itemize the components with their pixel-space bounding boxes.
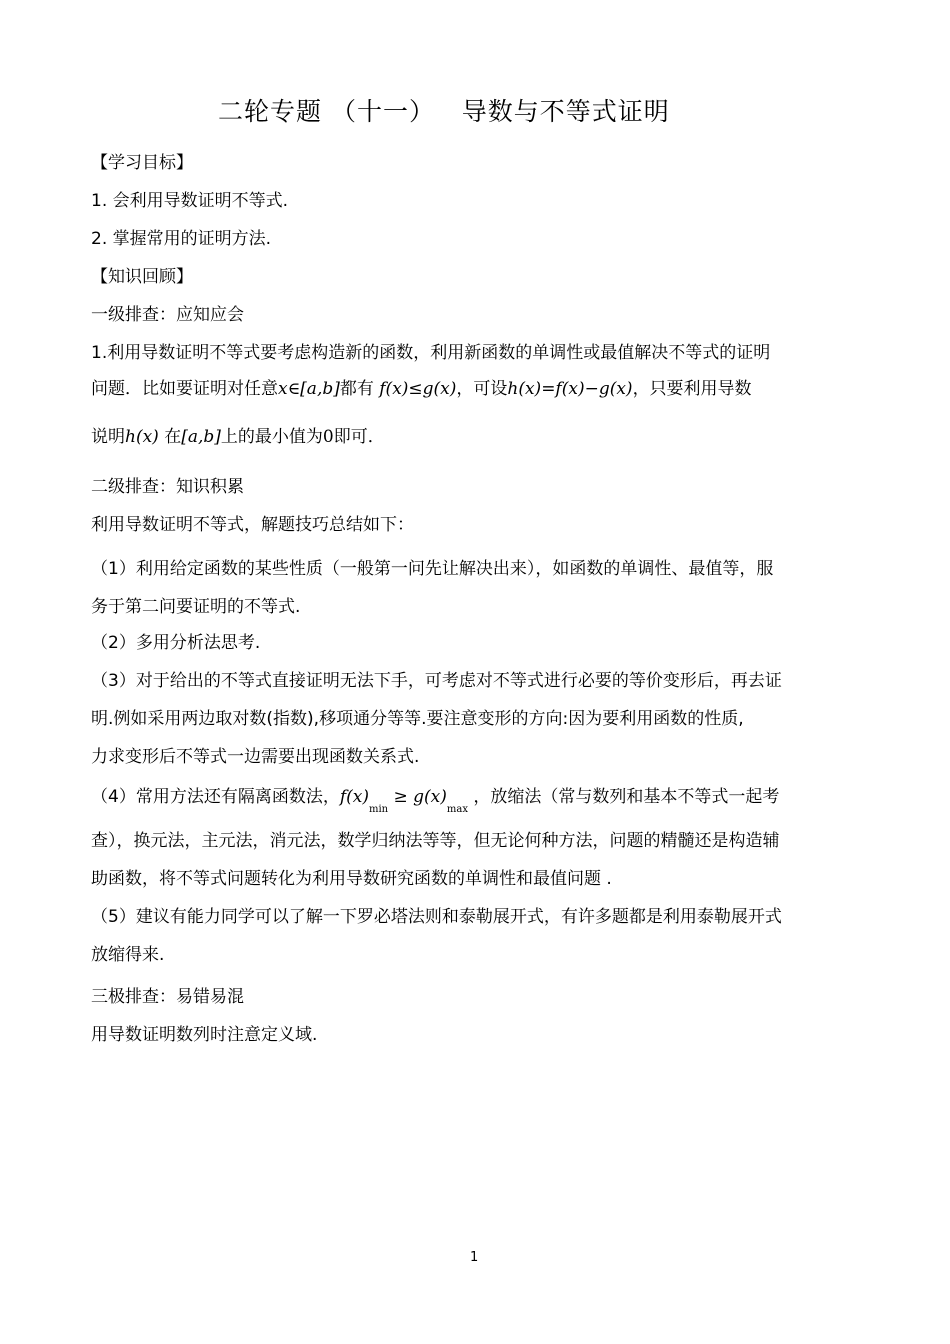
tip-5-line-1: （5）建议有能力同学可以了解一下罗必塔法则和泰勒展开式，有许多题都是利用泰勒展开式 [91,907,782,927]
section-heading-review: 【知识回顾】 [91,267,193,287]
math-f-le-g: f(x)≤g(x) [379,379,457,399]
text-span: 即可． [333,427,385,447]
tip-1-line-2: 务于第二问要证明的不等式. [91,597,301,617]
text-span: ，只要利用导数 [632,379,752,399]
tip-4-line-3: 助函数，将不等式问题转化为利用导数研究函数的单调性和最值问题 . [91,869,612,889]
math-x-in-interval: x∈[a,b] [278,379,340,399]
tip-1-line-1: （1）利用给定函数的某些性质（一般第一问先让解决出来），如函数的单调性、最值等，服 [91,559,774,579]
text-span: 说明 [91,427,125,447]
math-zero: 0 [322,427,334,447]
section-heading-goals: 【学习目标】 [91,153,193,173]
level3-text: 用导数证明数列时注意定义域. [91,1025,318,1045]
tip-3-line-1: （3）对于给出的不等式直接证明无法下手，可考虑对不等式进行必要的等价变形后，再去证 [91,671,782,691]
text-span: 问题．比如要证明对任意 [91,379,278,399]
text-span: （4）常用方法还有隔离函数法， [91,787,340,807]
level3-heading: 三极排查：易错易混 [91,987,244,1007]
tip-3-line-2: 明.例如采用两边取对数(指数),移项通分等等.要注意变形的方向:因为要利用函数的性质, [91,709,744,729]
subscript-max: max [446,804,468,815]
math-f-min: f(x) [339,787,369,807]
page-title: 二轮专题 （十一） 导数与不等式证明 [218,97,670,126]
text-span: 都有 [339,379,374,399]
text-span: 上的最小值为 [220,427,323,447]
math-h-definition: h(x)=f(x)−g(x) [507,379,633,399]
text-span: ，放缩法（常与数列和基本不等式一起考 [473,787,780,807]
tip-4-line-2: 查），换元法，主元法，消元法，数学归纳法等等，但无论何种方法，问题的精髓还是构造辅 [91,831,780,851]
tip-5-line-2: 放缩得来. [91,945,165,965]
level2-intro: 利用导数证明不等式，解题技巧总结如下： [91,515,414,535]
text-span: ，可设 [456,379,508,399]
tip-4-line-1 [91,786,780,815]
level1-heading: 一级排查：应知应会 [91,305,244,325]
math-h-of-x: h(x) [125,427,159,447]
tip-2: （2）多用分析法思考. [91,633,261,653]
goal-item-2: 2. 掌握常用的证明方法. [91,229,272,249]
math-ge-g: ≥ g(x) [393,787,447,807]
page-number: 1 [470,1250,479,1265]
paragraph-1-line-3 [91,426,385,448]
level2-heading: 二级排查：知识积累 [91,477,244,497]
paragraph-1-line-1: 1.利用导数证明不等式要考虑构造新的函数，利用新函数的单调性或最值解决不等式的证明 [91,343,771,363]
tip-3-line-3: 力求变形后不等式一边需要出现函数关系式. [91,747,420,767]
goal-item-1: 1. 会利用导数证明不等式. [91,191,289,211]
subscript-min: min [368,804,389,815]
text-span: 在 [164,427,182,447]
paragraph-1-line-2 [91,378,752,400]
math-interval: [a,b] [181,427,221,447]
